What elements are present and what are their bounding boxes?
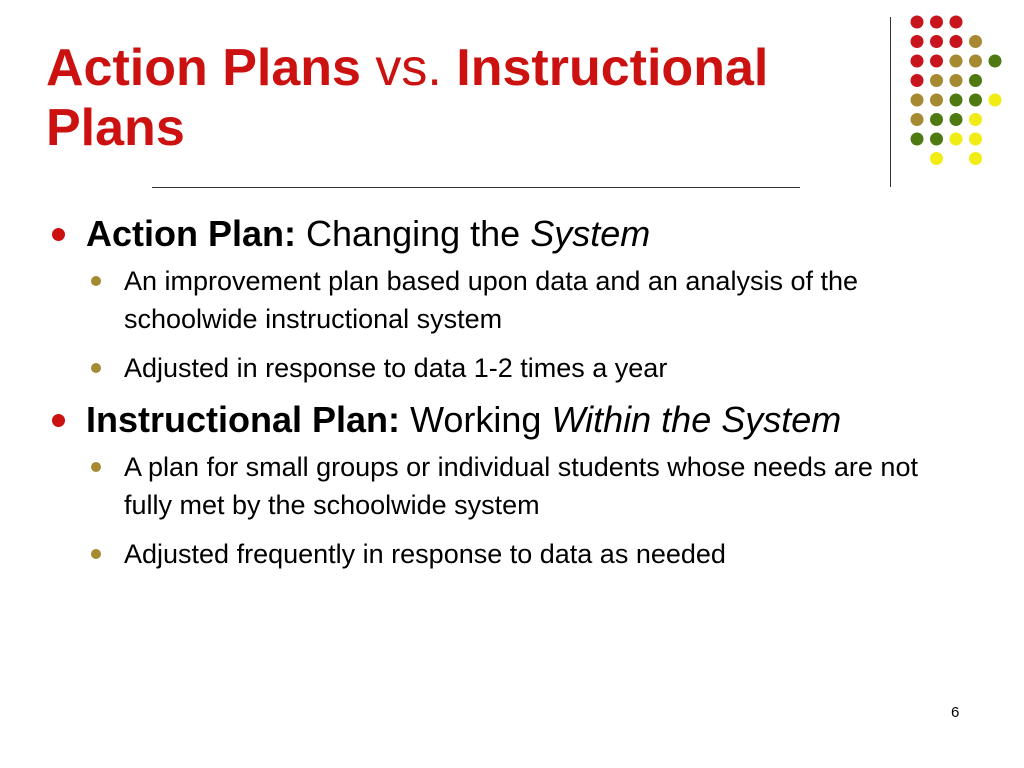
- slide-title: [46, 38, 866, 158]
- decorative-dot-yellow: [969, 133, 982, 146]
- decorative-dot-tan: [950, 74, 963, 87]
- action-plan-text: Changing the: [306, 213, 521, 254]
- sub-bullet-dot-icon: [91, 462, 101, 472]
- title-underline: [152, 187, 800, 188]
- instructional-plan-italic: Within the System: [551, 399, 842, 440]
- decorative-dot-tan: [969, 55, 982, 68]
- decorative-dot-red: [911, 74, 924, 87]
- page-number: 6: [951, 704, 960, 721]
- sub-bullet-action-1: [48, 262, 948, 338]
- decorative-dot-tan: [969, 35, 982, 48]
- vertical-divider: [890, 17, 891, 187]
- sub-bullet-text: Adjusted frequently in response to data as needed: [124, 539, 726, 569]
- bullet-dot-icon: [52, 414, 65, 427]
- decorative-dot-tan: [911, 113, 924, 126]
- sub-bullet-action-2: [48, 349, 948, 387]
- action-plan-italic: System: [530, 213, 651, 254]
- bullet-dot-icon: [52, 228, 65, 241]
- sub-bullet-text: Adjusted in response to data 1-2 times a year: [124, 353, 668, 383]
- sub-bullet-dot-icon: [91, 549, 101, 559]
- title-instructional-plans: Instructional Plans: [46, 39, 769, 157]
- decorative-dot-green: [969, 74, 982, 87]
- sub-bullet-dot-icon: [91, 276, 101, 286]
- decorative-dot-tan: [950, 55, 963, 68]
- sub-bullet-dot-icon: [91, 363, 101, 373]
- sub-bullet-text: An improvement plan based upon data and an analysis of the schoolwide instructional system: [124, 266, 858, 334]
- decorative-dot-tan: [930, 74, 943, 87]
- decorative-dot-yellow: [930, 152, 943, 165]
- decorative-dot-red: [930, 35, 943, 48]
- decorative-dot-green: [989, 55, 1002, 68]
- sub-bullet-text: A plan for small groups or individual students whose needs are not fully met by the schoolwide system: [124, 452, 918, 520]
- instructional-plan-label: Instructional Plan:: [86, 399, 401, 440]
- decorative-dot-green: [950, 94, 963, 107]
- instructional-plan-text: Working: [410, 399, 542, 440]
- decorative-dot-red: [930, 16, 943, 29]
- decorative-dot-green: [930, 113, 943, 126]
- sub-bullet-instructional-1: [48, 448, 948, 524]
- bullet-action-plan: [48, 212, 948, 256]
- decorative-dot-yellow: [989, 94, 1002, 107]
- decorative-dot-yellow: [969, 152, 982, 165]
- decorative-dot-red: [911, 16, 924, 29]
- sub-bullet-instructional-2: [48, 535, 948, 573]
- decorative-dot-red: [911, 35, 924, 48]
- decorative-dot-red: [950, 35, 963, 48]
- decorative-dot-green: [969, 94, 982, 107]
- decorative-dot-green: [950, 113, 963, 126]
- decorative-dot-red: [911, 55, 924, 68]
- title-action-plans: Action Plans: [46, 39, 361, 97]
- decorative-dot-red: [930, 55, 943, 68]
- decorative-dot-tan: [930, 94, 943, 107]
- decorative-dot-yellow: [950, 133, 963, 146]
- slide-body: [48, 212, 948, 584]
- decorative-dot-red: [950, 16, 963, 29]
- action-plan-label: Action Plan:: [86, 213, 297, 254]
- decorative-dot-tan: [911, 94, 924, 107]
- decorative-dot-green: [930, 133, 943, 146]
- decorative-dot-green: [911, 133, 924, 146]
- decorative-dot-yellow: [969, 113, 982, 126]
- title-vs: vs.: [360, 39, 457, 97]
- bullet-instructional-plan: [48, 398, 948, 442]
